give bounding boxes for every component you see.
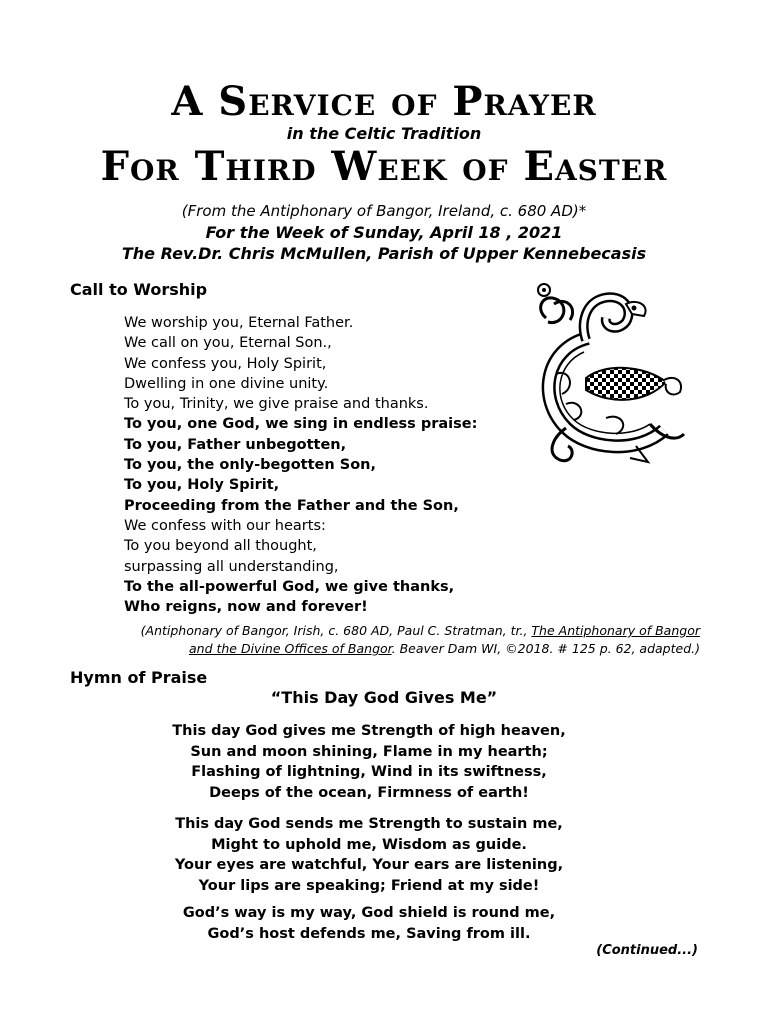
stanza-line: Flashing of lightning, Wind in its swiftness, [191, 764, 547, 780]
hymn-stanza-2 [0, 814, 738, 896]
worship-line: surpassing all understanding, [124, 558, 339, 575]
citation-prefix: (Antiphonary of Bangor, Irish, c. 680 AD, Paul C. Stratman, tr., [140, 623, 532, 638]
celtic-illuminated-letter-beast-icon [526, 278, 690, 466]
stanza-line: Sun and moon shining, Flame in my hearth; [190, 743, 548, 760]
hymn-stanza-3 [0, 903, 738, 944]
hymn-title: “This Day God Gives Me” [270, 688, 498, 707]
stanza-line: God’s way is my way, God shield is round me, [182, 905, 556, 921]
stanza-line: Might to uphold me, Wisdom as guide. [211, 836, 527, 853]
stanza-line: Your lips are speaking; Friend at my side! [198, 877, 540, 894]
worship-line: Proceeding from the Father and the Son, [124, 497, 459, 514]
worship-line: To you beyond all thought, [124, 538, 317, 555]
worship-line: To you, Trinity, we give praise and thanks. [124, 396, 429, 413]
week-line: For the Week of Sunday, April 18 , 2021 [205, 223, 563, 242]
citation [70, 622, 700, 658]
hymn-stanza-1 [0, 721, 738, 803]
title-line-2: in the Celtic Tradition [286, 124, 482, 143]
worship-line: Dwelling in one divine unity. [124, 375, 329, 392]
citation-suffix: . Beaver Dam WI, ©2018. # 125 p. 62, adapted.) [391, 641, 700, 656]
stanza-line: God’s host defends me, Saving from ill. [207, 925, 531, 942]
worship-line: We confess you, Holy Spirit, [124, 355, 327, 372]
citation-book-title-2: and the Divine Offices of Bangor [188, 641, 392, 656]
worship-line: To you, Holy Spirit, [124, 477, 280, 494]
stanza-line: Your eyes are watchful, Your ears are listening, [174, 857, 564, 873]
worship-line: We call on you, Eternal Son., [124, 335, 332, 352]
source-line: (From the Antiphonary of Bangor, Ireland, c. 680 AD)* [181, 202, 587, 220]
worship-line: We confess with our hearts: [124, 517, 326, 534]
call-to-worship-text [124, 313, 554, 617]
call-to-worship-heading: Call to Worship [70, 280, 208, 299]
worship-line: To you, one God, we sing in endless praise: [124, 416, 478, 433]
officiant-line: The Rev.Dr. Chris McMullen, Parish of Upper Kennebecasis [121, 244, 647, 263]
title-line-1: A Service of Prayer [171, 78, 597, 125]
stanza-line: This day God gives me Strength of high heaven, [172, 723, 566, 739]
citation-book-title-1: The Antiphonary of Bangor [531, 623, 700, 638]
title-line-3: For Third Week of Easter [100, 143, 668, 190]
stanza-line: Deeps of the ocean, Firmness of earth! [209, 784, 529, 801]
worship-line: To the all-powerful God, we give thanks, [124, 578, 455, 595]
worship-line: Who reigns, now and forever! [124, 599, 368, 616]
worship-line: To you, Father unbegotten, [124, 436, 347, 453]
continued-note: (Continued...) [596, 943, 698, 958]
hymn-heading: Hymn of Praise [70, 668, 208, 687]
worship-line: To you, the only-begotten Son, [124, 457, 376, 474]
stanza-line: This day God sends me Strength to sustain me, [175, 816, 563, 832]
worship-line: We worship you, Eternal Father. [124, 315, 354, 331]
